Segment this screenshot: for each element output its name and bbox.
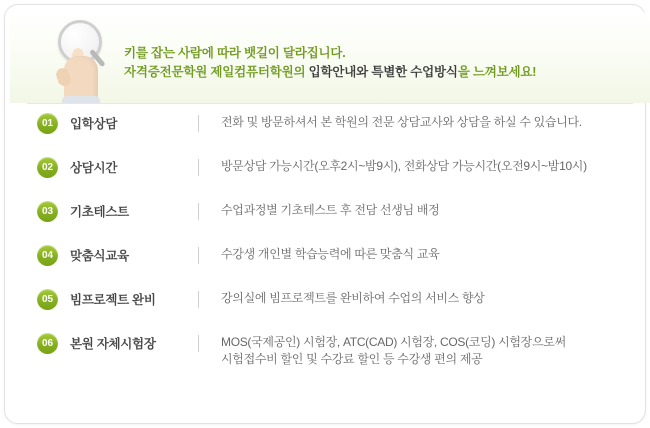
headline-line-2-prefix: 자격증전문학원 제일컴퓨터학원의 xyxy=(124,65,309,79)
sleeve-cuff-shape xyxy=(62,96,100,103)
headline-line-2 xyxy=(124,63,536,82)
item-number-badge: 01 xyxy=(37,113,58,134)
item-description-line-2: 시험접수비 할인 및 수강료 할인 등 수강생 편의 제공 xyxy=(221,352,483,366)
item-number-badge: 06 xyxy=(37,333,58,354)
info-list xyxy=(10,109,650,387)
item-number-badge: 02 xyxy=(37,157,58,178)
item-number-badge: 04 xyxy=(37,245,58,266)
item-number-badge: 05 xyxy=(37,289,58,310)
item-title: 빔프로젝트 완비 xyxy=(70,293,156,307)
item-divider xyxy=(198,247,199,264)
item-divider xyxy=(198,115,199,132)
item-divider xyxy=(198,203,199,220)
item-divider xyxy=(198,159,199,176)
item-description: 수업과정별 기초테스트 후 전담 선생님 배정 xyxy=(221,203,440,217)
header-divider xyxy=(27,103,633,104)
list-item xyxy=(10,197,650,241)
headline-line-2-accent: 입학안내와 특별한 수업방식 xyxy=(308,65,458,79)
list-item xyxy=(10,329,650,387)
headline-line-1: 키를 잡는 사람에 따라 뱃길이 달라집니다. xyxy=(124,46,346,60)
item-title: 본원 자체시험장 xyxy=(70,337,156,351)
list-item xyxy=(10,109,650,153)
headline-block xyxy=(124,44,536,82)
header-banner xyxy=(10,10,650,103)
item-number-badge: 03 xyxy=(37,201,58,222)
item-description: 수강생 개인별 학습능력에 따른 맞춤식 교육 xyxy=(221,247,440,261)
item-description: 전화 및 방문하셔서 본 학원의 전문 상담교사와 상담을 하실 수 있습니다. xyxy=(221,115,582,129)
magnifier-in-hand-icon xyxy=(44,12,116,103)
headline-line-2-suffix: 을 느껴보세요! xyxy=(457,65,537,79)
list-item xyxy=(10,241,650,285)
item-title: 상담시간 xyxy=(70,161,118,175)
item-description xyxy=(221,334,650,368)
item-description: 방문상담 가능시간(오후2시~밤9시), 전화상담 가능시간(오전9시~밤10시) xyxy=(221,159,587,173)
item-title: 기초테스트 xyxy=(70,205,129,219)
item-title: 입학상담 xyxy=(70,117,118,131)
item-divider xyxy=(198,291,199,308)
item-description: 강의실에 빔프로젝트를 완비하여 수업의 서비스 향상 xyxy=(221,291,485,305)
content-frame xyxy=(4,4,646,424)
item-description-line-1: MOS(국제공인) 시험장, ATC(CAD) 시험장, COS(코딩) 시험장으로써 xyxy=(221,335,566,349)
list-item xyxy=(10,153,650,197)
list-item xyxy=(10,285,650,329)
item-title: 맞춤식교육 xyxy=(70,249,129,263)
item-divider xyxy=(198,335,199,352)
